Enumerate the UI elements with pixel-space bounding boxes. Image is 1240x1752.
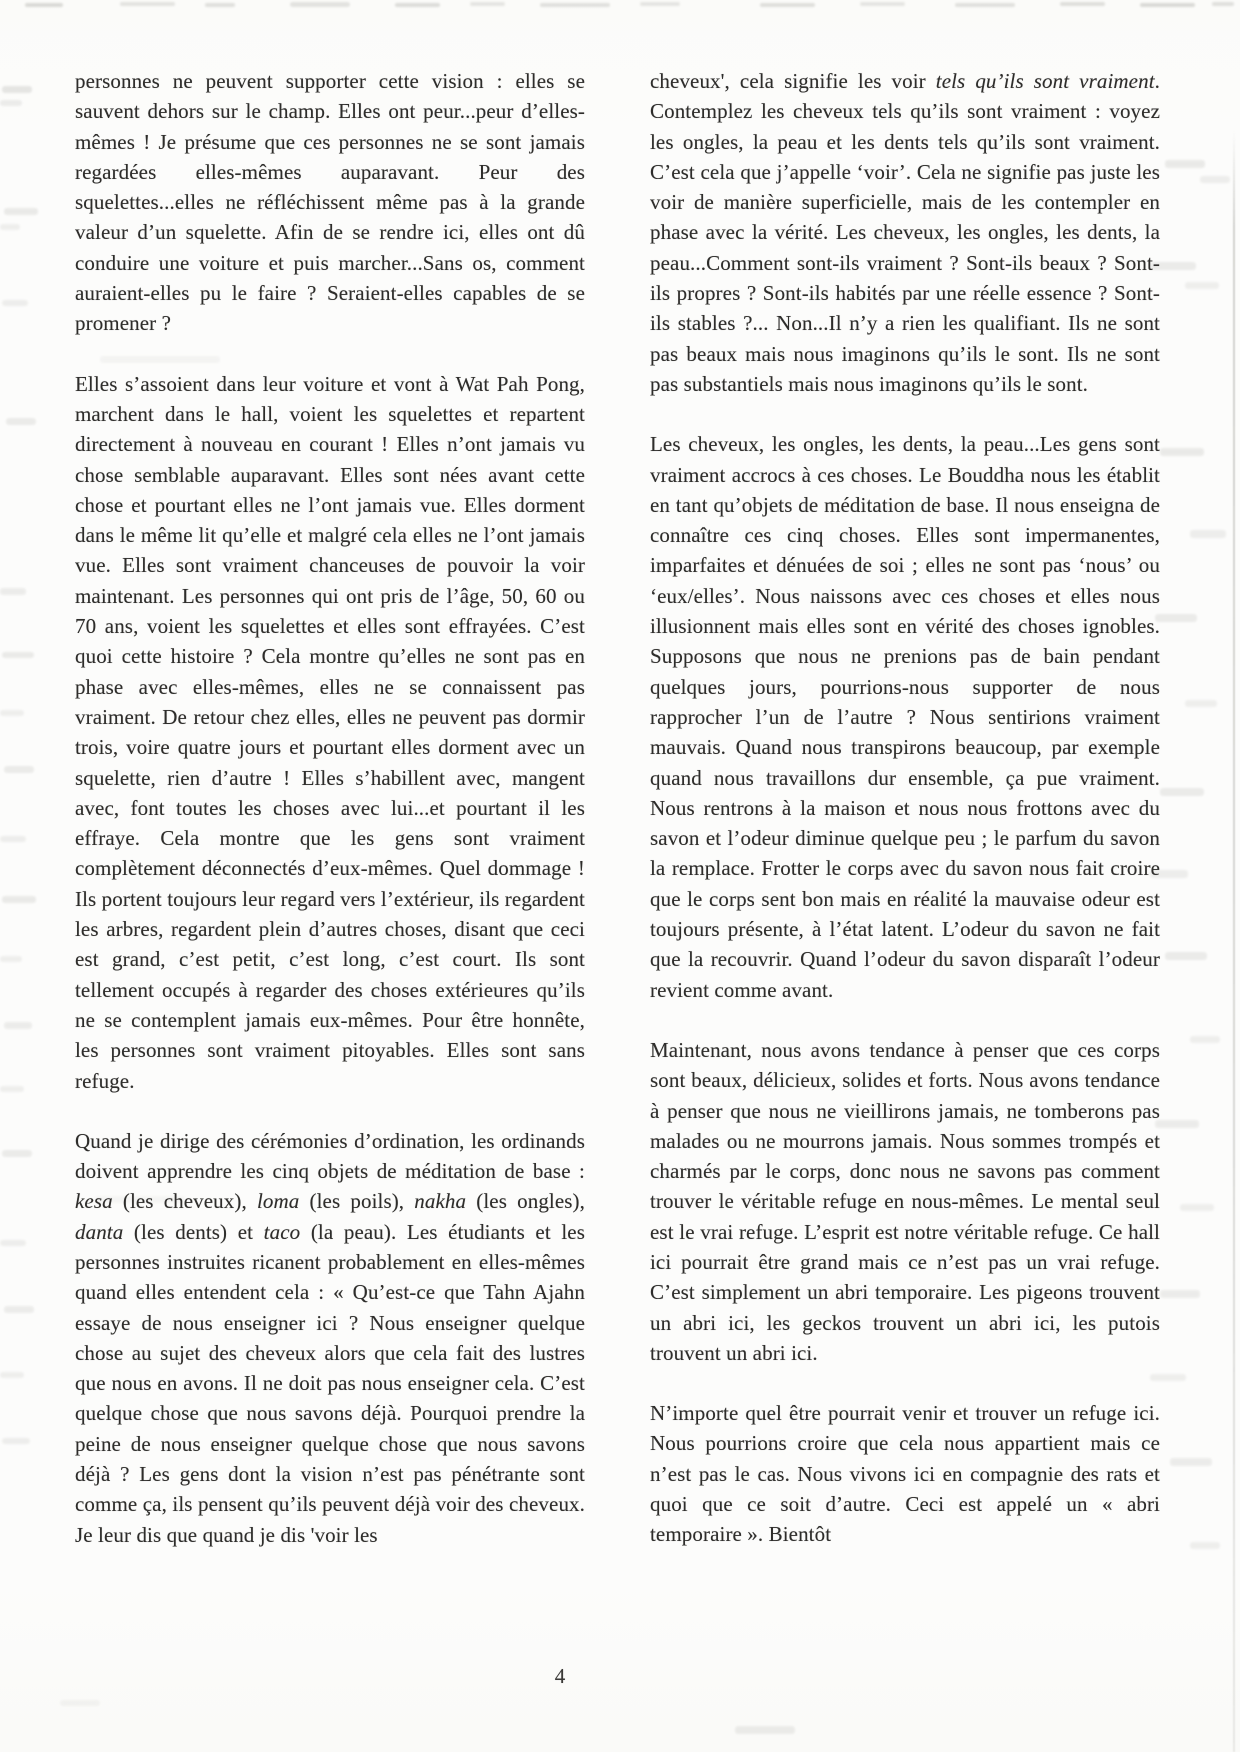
scan-artifact [0,836,26,842]
scan-artifact [0,1086,24,1092]
scan-artifact [60,1700,100,1706]
scan-artifact [2,1438,30,1444]
scan-artifact [205,3,235,7]
scan-artifact [0,710,24,716]
scan-artifact [1180,1204,1214,1211]
text-segment: . Contemplez les cheveux tels qu’ils sont vraiment : voyez les ongles, la peau et les dents tels qu’ils sont vraiment. C’est cela que j’appelle ‘voir’. Cela ne signifie pas juste les voir de manière superficielle, mais de les contempler en phase avec la vérité. Les cheveux, les ongles, les dents, la peau...Comment sont-ils vraiment ? Sont-ils beaux ? Sont-ils propres ? Sont-ils habités par une réelle essence ? Sont-ils stables ?... Non...Il n’y a rien les qualifiant. Ils ne sont pas beaux mais nous imaginons qu’ils le sont. Ils ne sont pas substantiels mais nous imaginons qu’ils le sont. [650,69,1160,396]
scan-artifact [640,2,680,6]
scan-artifact [1160,1290,1200,1298]
scan-edge-line [1233,130,1235,1752]
paragraph [650,1398,1160,1549]
italic-text-segment: danta [75,1219,124,1244]
scan-artifact [2,652,34,658]
scan-artifact [0,100,22,106]
scan-artifact [1140,3,1195,7]
scan-artifact [1185,282,1219,289]
scan-artifact [395,3,440,7]
paragraph [650,1035,1160,1368]
text-segment: Quand je dirige des cérémonies d’ordination, les ordinands doivent apprendre les cinq objets de méditation de base : [75,1128,585,1184]
paragraph [650,66,1160,399]
italic-text-segment: nakha [414,1189,467,1214]
scan-artifact [955,3,1015,7]
scan-artifact [1155,1120,1199,1128]
left-column [75,66,585,1550]
scan-artifact [2,300,28,306]
scan-artifact [760,3,815,7]
scan-artifact [1165,160,1205,168]
scan-artifact [1200,176,1230,183]
scan-artifact [2,1150,32,1157]
scan-artifact [6,418,36,425]
paragraph [75,66,585,339]
italic-text-segment: loma [256,1189,300,1214]
text-segment: (les poils), [299,1189,415,1214]
text-segment: (la peau). Les étudiants et les personnes instruites ricanent probablement en elles-mêmes quand elles entendent cela : « Qu’est-ce que Tahn Ajahn essaye de nous enseigner ici ? Nous enseigner quelque chose au sujet des cheveux alors que cela fait des lustres que nous en avons. Il ne doit pas nous enseigner cela. C’est quelque chose que nous savons déjà. Pourquoi prendre la peine de nous enseigner quelque chose que nous savons déjà ? Les gens dont la vision n’est pas pénétrante sont comme ça, ils pensent qu’ils peuvent déjà voir des cheveux. Je leur dis que quand je dis 'voir les [75,1219,585,1547]
text-segment: (les ongles), [466,1189,585,1214]
text-segment: Maintenant, nous avons tendance à penser que ces corps sont beaux, délicieux, solides et forts. Nous avons tendance à penser que nous ne vieillirons jamais, ne tomberons pas malades ou ne mourrons jamais. Nous sommes trompés et charmés par le corps, donc nous ne savons pas comment trouver le véritable refuge en nous-mêmes. Le mental seul est le vrai refuge. L’esprit est notre véritable refuge. Ce hall ici pourrait être grand mais ce n’est pas un vrai refuge. C’est simplement un abri temporaire. Les pigeons trouvent un abri ici, les geckos trouvent un abri ici, les putois trouvent un abri ici. [650,1037,1160,1365]
scan-artifact [1185,700,1217,707]
paragraph [650,429,1160,1005]
scan-artifact [0,1372,24,1378]
italic-text-segment: taco [263,1219,301,1244]
scan-artifact [1155,614,1197,622]
scan-artifact [4,208,38,215]
scan-artifact [1190,1036,1220,1043]
scan-artifact [0,1240,26,1246]
scan-artifact [470,2,505,6]
scan-artifact [4,766,34,773]
scan-artifact [290,2,350,7]
paragraph [75,1126,585,1550]
scan-artifact [1190,1542,1220,1549]
scan-artifact [2,86,32,93]
scan-artifact [1160,788,1204,796]
scan-artifact [1165,952,1207,960]
scan-artifact [0,588,26,595]
scan-artifact [4,1022,32,1029]
right-column [650,66,1160,1550]
scan-artifact [860,2,905,6]
scan-artifact [0,224,20,230]
text-segment: N’importe quel être pourrait venir et trouver un refuge ici. Nous pourrions croire que cela nous appartient mais ce n’est pas le cas. Nous vivons ici en compagnie des rats et quoi que ce soit d’autre. Ceci est appelé un « abri temporaire ». Bientôt [650,1401,1160,1547]
scan-artifact [540,3,610,7]
text-segment: Les cheveux, les ongles, les dents, la peau...Les gens sont vraiment accrocs à ces choses. Le Bouddha nous les établit en tant qu’objets de méditation de base. Il nous enseigna de connaître ces cinq choses. Elles sont impermanentes, imparfaites et dénuées de soi ; elles ne sont pas ‘nous’ ou ‘eux/elles’. Nous naissons avec ces choses et elles nous illusionnent mais elles sont en vérité des choses ignobles. Supposons que nous ne prenions pas de bain pendant quelques jours, pourrions-nous supporter de nous rapprocher l’un de l’autre ? Nous sentirions vraiment mauvais. Quand nous transpirons beaucoup, par exemple quand nous travaillons dur ensemble, ça pue vraiment. Nous rentrons à la maison et nous nous frottons avec du savon et l’odeur diminue quelque peu ; le parfum du savon la remplace. Frotter le corps avec du savon nous fait croire que le corps sent bon mais en réalité la mauvaise odeur est toujours présente, à l’état latent. L’odeur du savon ne fait que la recouvrir. Quand l’odeur du savon disparaît l’odeur revient comme avant. [650,432,1160,1002]
scan-artifact [1170,1458,1212,1466]
italic-text-segment: kesa [75,1189,113,1214]
scan-artifact [120,2,175,6]
paragraph [75,369,585,1096]
text-segment: cheveux', cela signifie les voir [650,69,936,93]
italic-text-segment: tels qu’ils sont vraiment [935,69,1155,93]
page-number: 4 [554,1664,566,1688]
scan-artifact [735,1726,795,1734]
scan-artifact [4,1306,34,1313]
text-segment: Elles s’assoient dans leur voiture et vont à Wat Pah Pong, marchent dans le hall, voient les squelettes et repartent directement à nouveau en courant ! Elles n’ont jamais vu chose semblable auparavant. Elles sont nées avant cette chose et pourtant elles ne l’ont jamais vue. Elles dorment dans le même lit qu’elle et malgré cela elles ne l’ont jamais vue. Elles sont vraiment chanceuses de pouvoir la voir maintenant. Les personnes qui ont pris de l’âge, 50, 60 ou 70 ans, voient les squelettes et elles sont effrayées. C’est quoi cette histoire ? Cela montre qu’elles ne sont pas en phase avec elles-mêmes, elles ne se connaissent pas vraiment. De retour chez elles, elles ne peuvent pas dormir trois, voire quatre jours et pourtant elles dorment avec un squelette, rien d’autre ! Elles s’habillent avec, mangent avec, font toutes les choses avec lui...et pourtant il les effraye. Cela montre que les gens sont vraiment complètement déconnectés d’eux-mêmes. Quel dommage ! Ils portent toujours leur regard vers l’extérieur, ils regardent les arbres, regardent plein d’autres choses, disant que ceci est grand, c’est petit, c’est long, c’est court. Ils sont tellement occupés à regarder des choses extérieures qu’ils ne se contemplent jamais eux-mêmes. Pour être honnête, les personnes sont vraiment pitoyables. Elles sont sans refuge. [75,371,585,1093]
text-segment: (les cheveux), [112,1189,257,1214]
text-segment: (les dents) et [123,1219,264,1244]
scan-artifact [1212,2,1234,6]
text-segment: personnes ne peuvent supporter cette vision : elles se sauvent dehors sur le champ. Elles ont peur...peur d’elles-mêmes ! Je présume que ces personnes ne se sont jamais regardées elles-mêmes auparavant. Peur des squelettes...elles ne réfléchissent même pas à la grande valeur d’un squelette. Afin de se rendre ici, elles ont dû conduire une voiture et puis marcher...Sans os, comment auraient-elles pu le faire ? Seraient-elles capables de se promener ? [75,69,585,336]
scan-artifact [1160,448,1204,456]
scan-artifact [1190,530,1226,538]
two-column-text-body [75,66,1160,1550]
scan-artifact [0,956,22,962]
scan-artifact [1060,2,1105,6]
scan-artifact [25,3,63,7]
scan-artifact [2,896,36,903]
